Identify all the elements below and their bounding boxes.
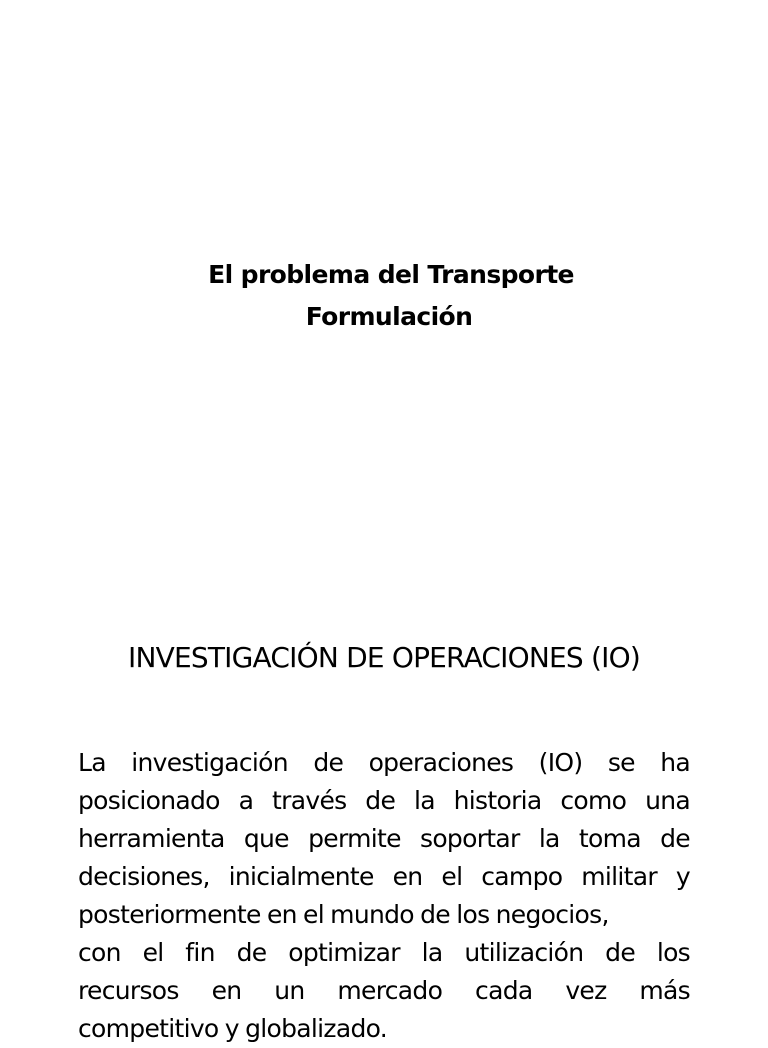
body-line: recursos en un mercado cada vez más <box>78 976 690 1005</box>
section-heading: INVESTIGACIÓN DE OPERACIONES (IO) <box>128 641 640 674</box>
title-line-2: Formulación <box>305 302 473 331</box>
body-line: posicionado a través de la historia como una <box>78 786 690 815</box>
document-title <box>0 254 768 338</box>
body-line: La investigación de operaciones (IO) se ha <box>78 748 690 777</box>
body-line: posteriormente en el mundo de los negocios, <box>78 900 609 929</box>
body-line: herramienta que permite soportar la toma de <box>78 824 690 853</box>
body-paragraph <box>78 744 690 1048</box>
body-line: decisiones, inicialmente en el campo militar y <box>78 862 690 891</box>
body-line: competitivo y globalizado. <box>78 1014 388 1043</box>
title-line-1: El problema del Transporte <box>208 260 574 289</box>
body-line: con el fin de optimizar la utilización de los <box>78 938 690 967</box>
